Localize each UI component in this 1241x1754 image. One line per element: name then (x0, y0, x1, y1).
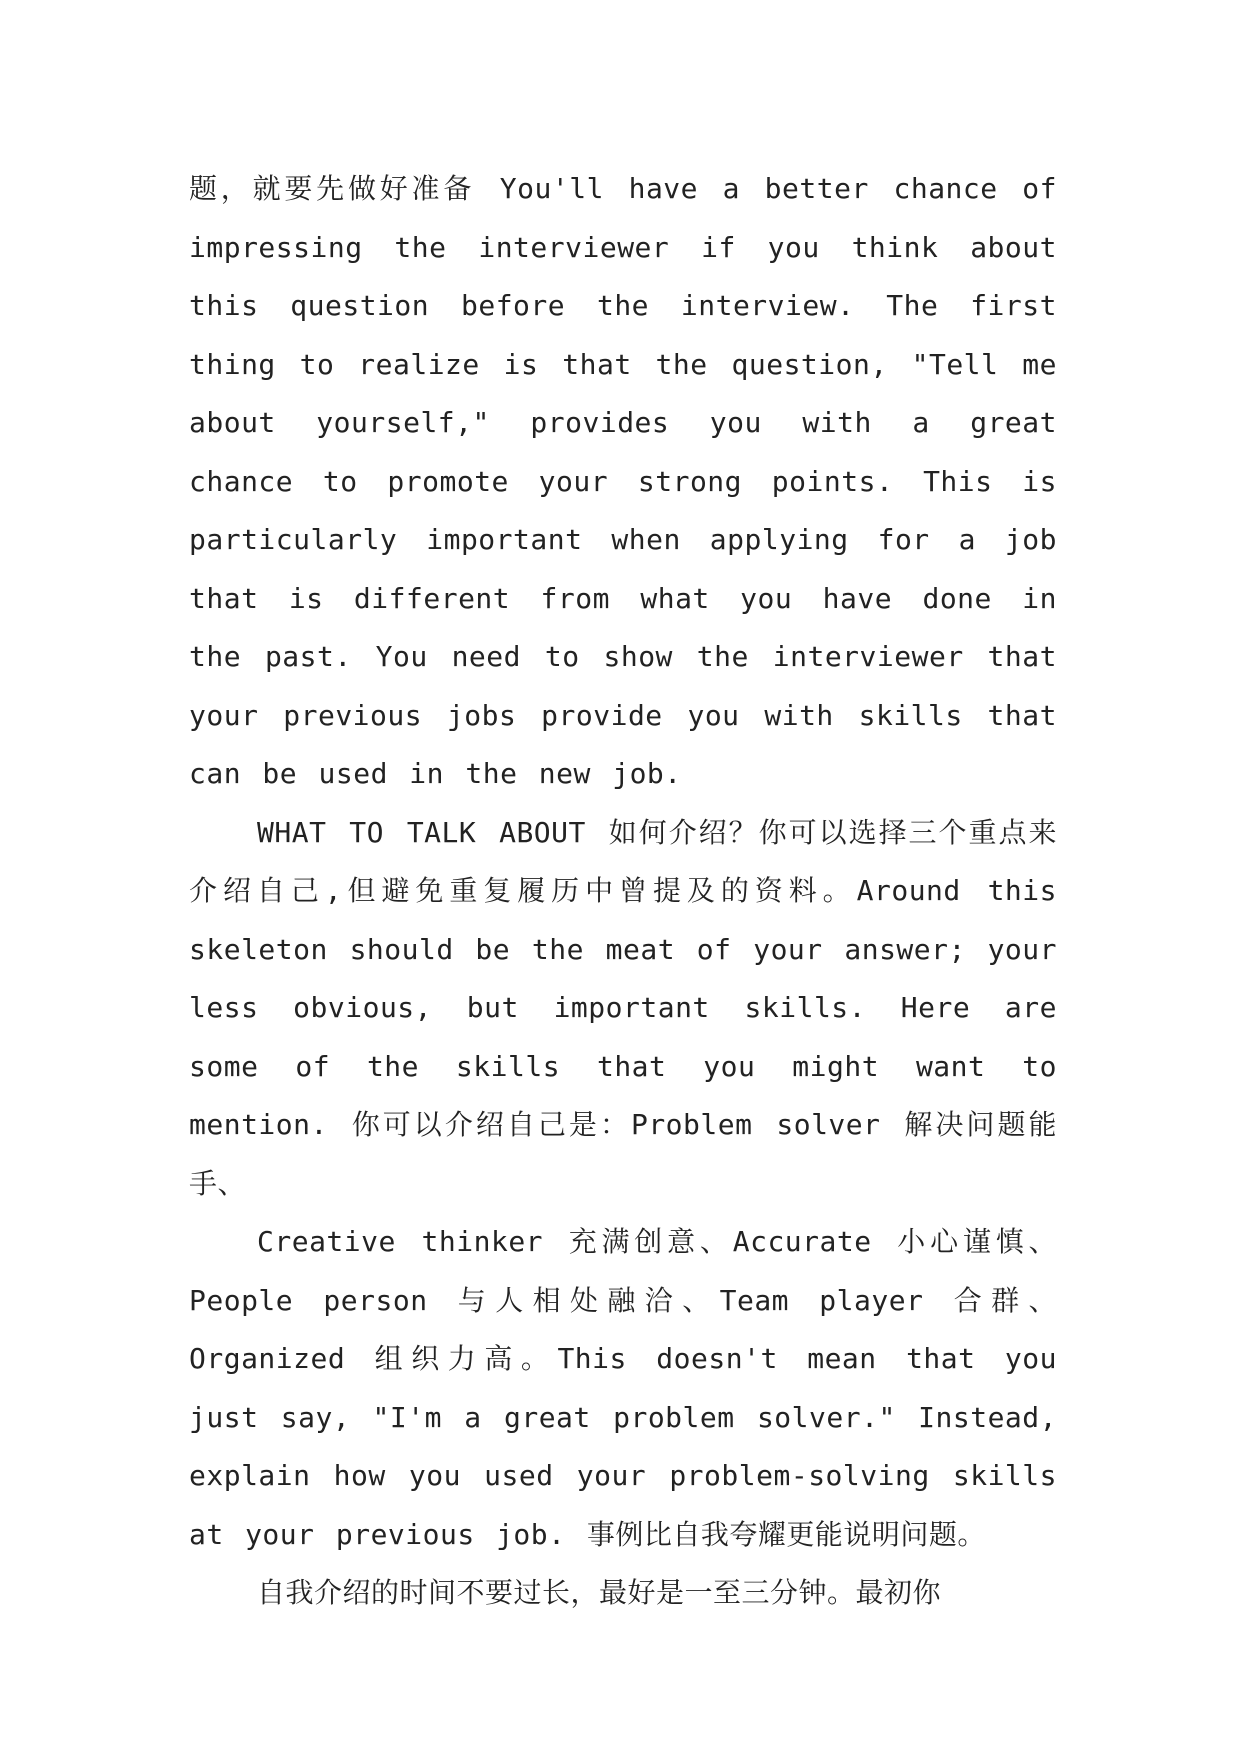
paragraph-3: Creative thinker 充满创意、Accurate 小心谨慎、People person 与人相处融洽、Team player 合群、Organized 组织力高。This doesn't mean that you just say, "I'm a great problem solver." Instead, explain how you used your problem-solving skills at your previous job. 事例比自我夸耀更能说明问题。 (189, 1225, 1057, 1551)
body-text (189, 160, 1057, 1623)
paragraph-2: WHAT TO TALK ABOUT 如何介绍？你可以选择三个重点来介绍自己,但避免重复履历中曾提及的资料。Around this skeleton should be the meat of your answer; your less obvious, but important skills. Here are some of the skills that you might want to mention. 你可以介绍自己是：Problem solver 解决问题能手、 (189, 815, 1057, 1200)
paragraph-4: 自我介绍的时间不要过长，最好是一至三分钟。最初你 (257, 1576, 942, 1609)
paragraph-1: 题，就要先做好准备 You'll have a better chance of impressing the interviewer if you think about this question before the interview. The first thing to realize is that the question, "Tell me about yourself," provides you with a great chance to promote your strong points. This is particularly important when applying for a job that is different from what you have done in the past. You need to show the interviewer that your previous jobs provide you with skills that can be used in the new job. (189, 172, 1057, 790)
